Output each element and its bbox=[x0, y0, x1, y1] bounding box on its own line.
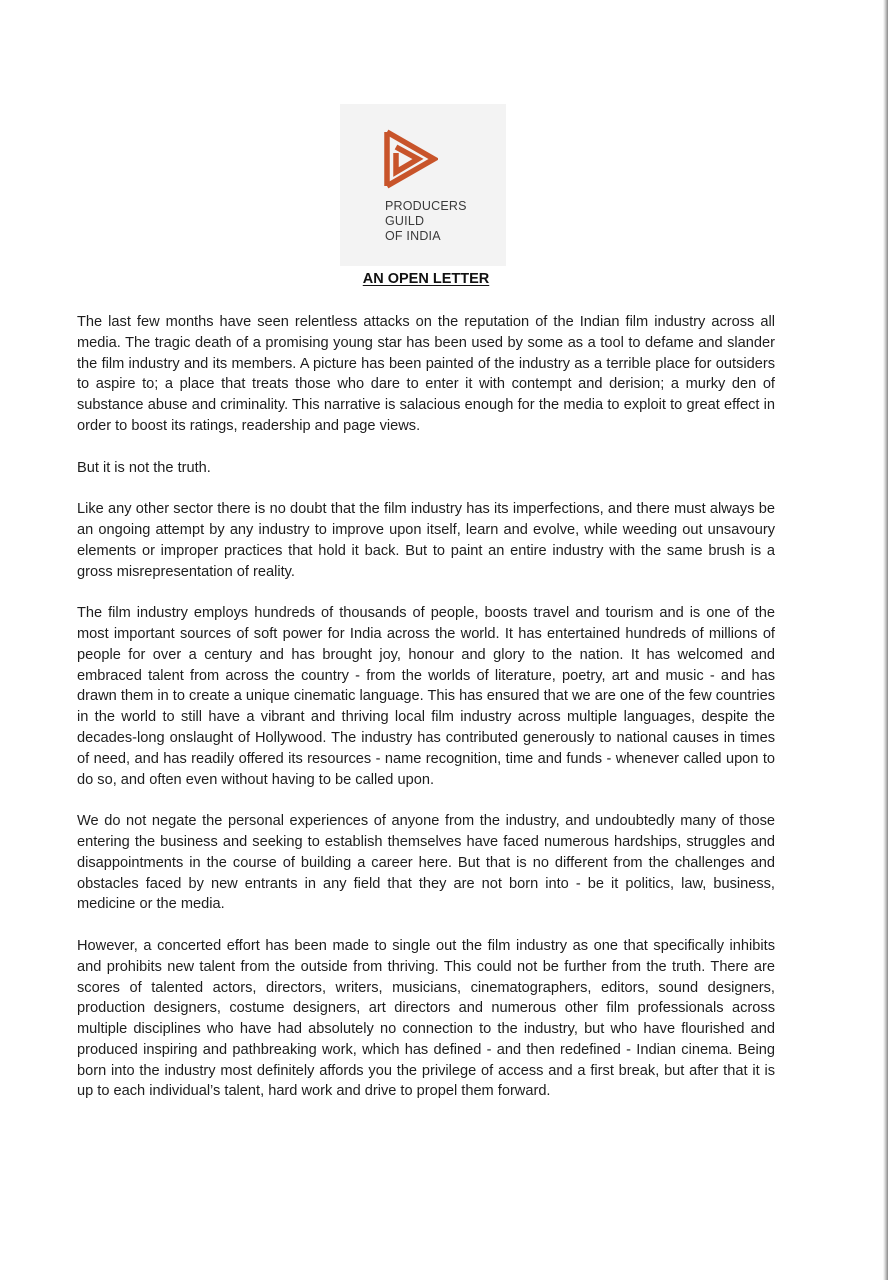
producers-guild-logo bbox=[340, 104, 506, 266]
logo-line-3: OF INDIA bbox=[385, 229, 441, 243]
logo-line-2: GUILD bbox=[385, 214, 425, 228]
page-edge-shadow bbox=[883, 0, 888, 1280]
paragraph-6: However, a concerted effort has been made to single out the film industry as one that specifically inhibits and prohibits new talent from the outside from thriving. This could not be further from the truth. There are scores of talented actors, directors, writers, musicians, cinematographers, editors, sound designers, production designers, costume designers, art directors and numerous other film professionals across multiple disciplines who have had absolutely no connection to the industry, but who have flourished and produced inspiring and pathbreaking work, which has defined - and then redefined - Indian cinema. Being born into the industry most definitely affords you the privilege of access and a first break, but after that it is up to each individual’s talent, hard work and drive to propel them forward. bbox=[77, 937, 775, 1100]
producers-guild-play-triangle-icon bbox=[384, 129, 438, 189]
paragraph-2: But it is not the truth. bbox=[77, 459, 211, 476]
letter-title: AN OPEN LETTER bbox=[362, 271, 490, 287]
paragraph-5: We do not negate the personal experiences of anyone from the industry, and undoubtedly many of those entering the business and seeking to establish themselves have faced numerous hardships, struggles and disappointments in the course of building a career here. But that is no different from the challenges and obstacles faced by new entrants in any field that they are not born into - be it politics, law, business, medicine or the media. bbox=[77, 813, 775, 913]
logo-line-1: PRODUCERS bbox=[385, 199, 467, 213]
logo-wordmark bbox=[385, 199, 467, 244]
paragraph-3: Like any other sector there is no doubt that the film industry has its imperfections, and there must always be an ongoing attempt by any industry to improve upon itself, learn and evolve, while weeding out unsavoury elements or improper practices that hold it back. But to paint an entire industry with the same brush is a gross misrepresentation of reality. bbox=[77, 501, 775, 580]
paragraph-1: The last few months have seen relentless attacks on the reputation of the Indian film industry across all media. The tragic death of a promising young star has been used by some as a tool to defame and slander the film industry and its members. A picture has been painted of the industry as a terrible place for outsiders to aspire to; a place that treats those who dare to enter it with contempt and derision; a murky den of substance abuse and criminality. This narrative is salacious enough for the media to exploit to great effect in order to boost its ratings, readership and page views. bbox=[77, 314, 775, 434]
paragraph-4: The film industry employs hundreds of thousands of people, boosts travel and tourism and is one of the most important sources of soft power for India across the world. It has entertained hundreds of millions of people for over a century and has brought joy, honour and glory to the nation. It has welcomed and embraced talent from across the country - from the worlds of literature, poetry, art and music - and has drawn them in to create a unique cinematic language. This has ensured that we are one of the few countries in the world to still have a vibrant and thriving local film industry across multiple languages, despite the decades-long onslaught of Hollywood. The industry has contributed generously to national causes in times of need, and has readily offered its resources - name recognition, time and funds - whenever called upon to do so, and often even without having to be called upon. bbox=[77, 605, 775, 788]
letter-body bbox=[77, 312, 775, 1123]
